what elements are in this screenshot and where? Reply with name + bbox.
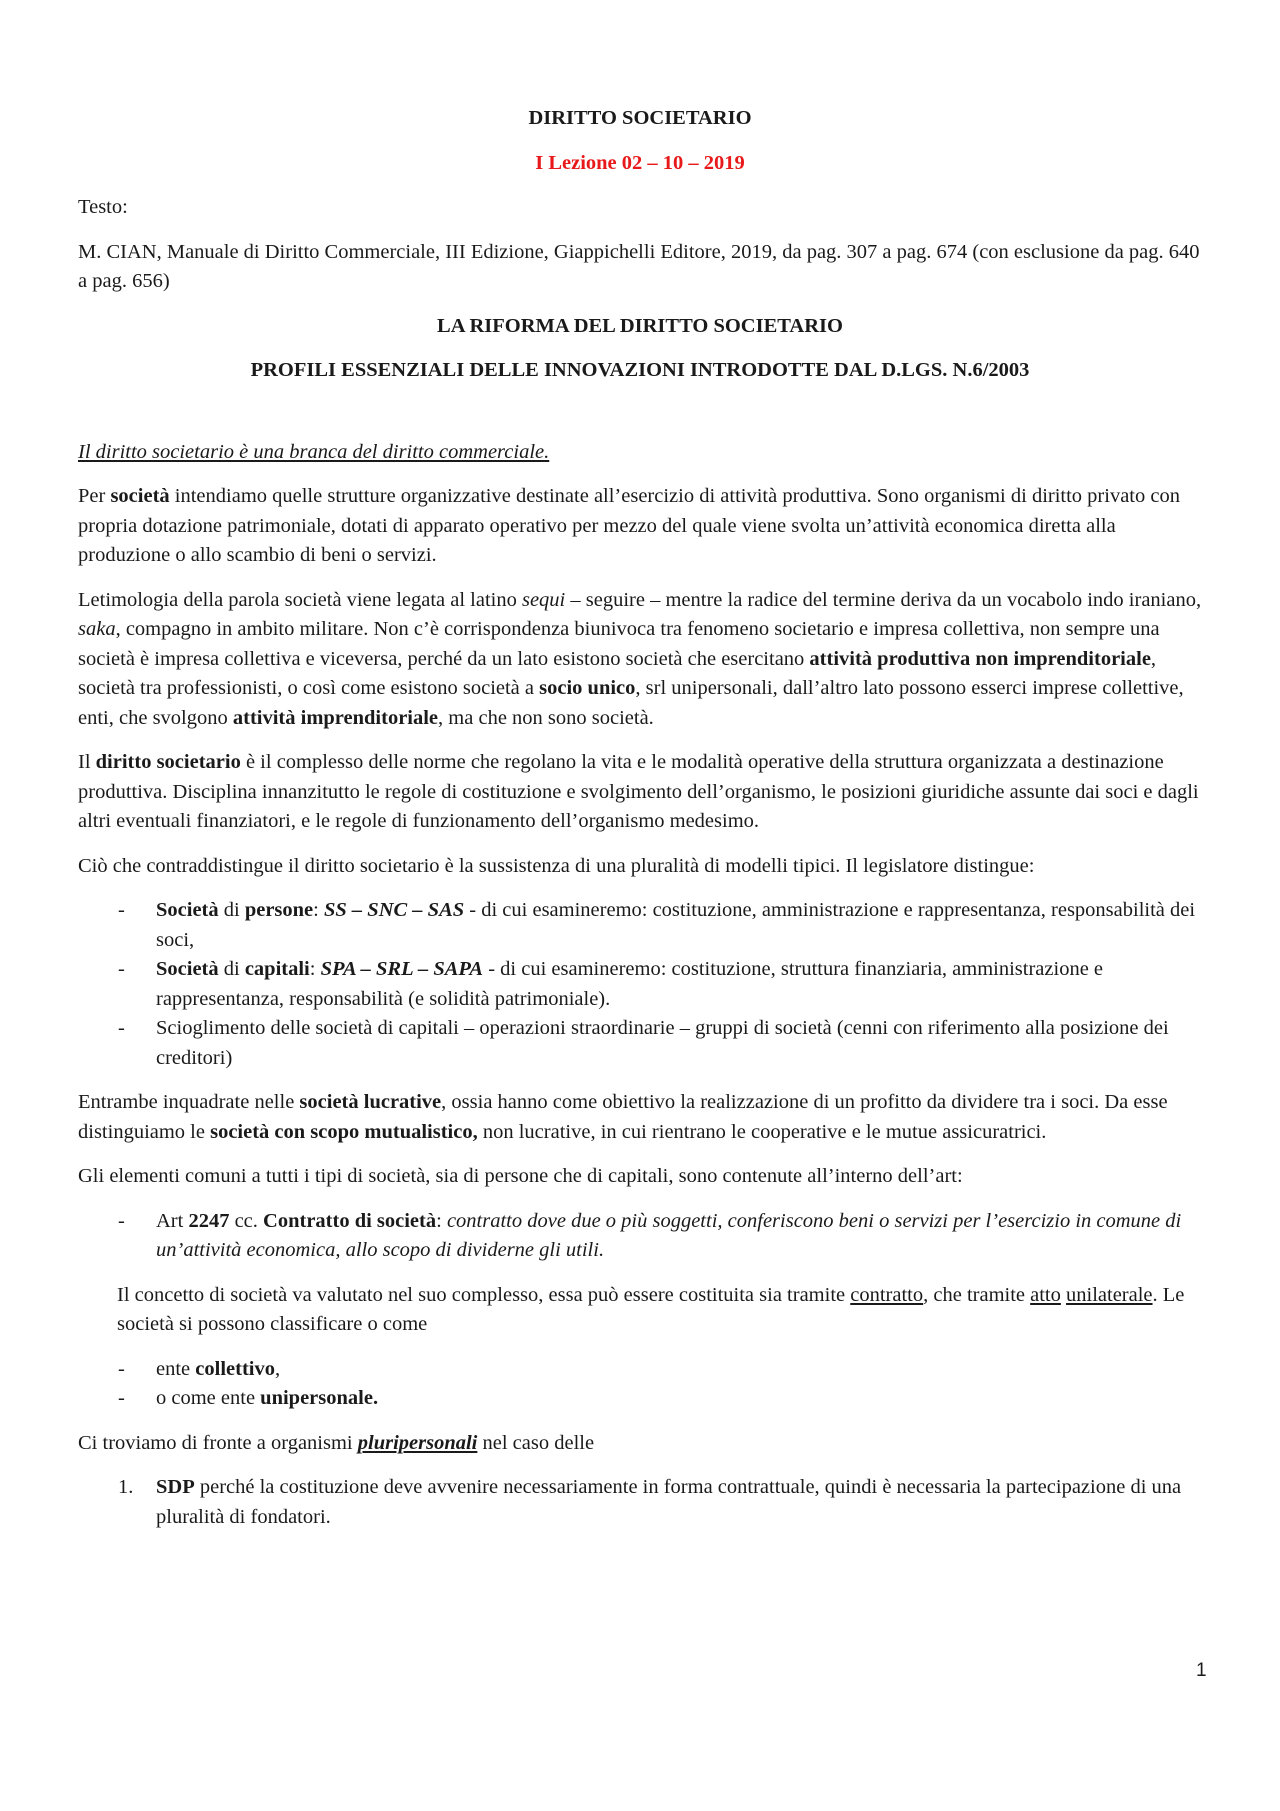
list-item: - Società di capitali: SPA – SRL – SAPA - di cui esamineremo: costituzione, struttura finanziaria, amministrazione e rappresentanza, responsabilità (e solidità patrimoniale). (78, 955, 1202, 1014)
list-item: - Società di persone: SS – SNC – SAS - di cui esamineremo: costituzione, amministrazione e rappresentanza, responsabilità dei soci, (78, 896, 1202, 955)
list-marker: - (118, 958, 125, 980)
paragraph-diritto-societario: Il diritto societario è il complesso delle norme che regolano la vita e le modalità operative della struttura organizzata a destinazione produttiva. Disciplina innanzitutto le regole di costituzione e svolgimento dell’organismo, le posizioni giuridiche assunte dai soci e dagli altri eventuali finanziatori, e le regole di funzionamento dell’organismo medesimo. (78, 751, 1199, 832)
list-item: - o come ente unipersonale. (78, 1384, 1202, 1414)
list-articolo (78, 1207, 1202, 1266)
list-marker: - (118, 1017, 125, 1039)
paragraph-etymology: Letimologia della parola società viene legata al latino sequi – seguire – mentre la radice del termine deriva da un vocabolo indo iraniano, saka, compagno in ambito militare. Non c’è corrispondenza biunivoca tra fenomeno societario e impresa collettiva, non sempre una società è impresa collettiva e viceversa, perché da un lato esistono società che esercitano attività produttiva non imprenditoriale, società tra professionisti, o così come esistono società a socio unico, srl unipersonali, dall’altro lato possono esserci imprese collettive, enti, che svolgono attività imprenditoriale, ma che non sono società. (78, 588, 1202, 729)
paragraph-elementi-comuni: Gli elementi comuni a tutti i tipi di società, sia di persone che di capitali, sono contenute all’interno dell’art: (78, 1165, 963, 1187)
testo-label: Testo: (78, 196, 128, 218)
list-item: - Art 2247 cc. Contratto di società: contratto dove due o più soggetti, conferiscono beni o servizi per l’esercizio in comune di un’attività economica, allo scopo di dividerne gli utili. (78, 1207, 1202, 1266)
lesson-date: I Lezione 02 – 10 – 2019 (535, 151, 745, 174)
list-marker: - (118, 1387, 125, 1409)
document-title: DIRITTO SOCIETARIO (528, 107, 752, 129)
list-marker: - (118, 899, 125, 921)
list-modelli (78, 896, 1202, 1073)
list-marker: 1. (118, 1476, 134, 1498)
list-item: - Scioglimento delle società di capitali – operazioni straordinarie – gruppi di società (cenni con riferimento alla posizione dei creditori) (78, 1014, 1202, 1073)
intro-line: Il diritto societario è una branca del diritto commerciale. (78, 440, 550, 463)
list-marker: - (118, 1209, 125, 1232)
list-item: - ente collettivo, (78, 1355, 1202, 1385)
paragraph-concetto: Il concetto di società va valutato nel suo complesso, essa può essere costituita sia tramite contratto, che tramite atto unilaterale. Le società si possono classificare o come (117, 1283, 1185, 1335)
list-marker: - (118, 1357, 125, 1380)
section-title: LA RIFORMA DEL DIRITTO SOCIETARIO (437, 314, 843, 337)
list-item: 1. SDP perché la costituzione deve avvenire necessariamente in forma contrattuale, quindi è necessaria la partecipazione di una pluralità di fondatori. (78, 1473, 1202, 1532)
spacer (78, 386, 1202, 438)
list-classificazione (78, 1355, 1202, 1414)
paragraph-lucrative: Entrambe inquadrate nelle società lucrative, ossia hanno come obiettivo la realizzazione di un profitto da dividere tra i soci. Da esse distinguiamo le società con scopo mutualistico, non lucrative, in cui rientrano le cooperative e le mutue assicuratrici. (78, 1091, 1168, 1143)
list-numbered (78, 1473, 1202, 1532)
testo-reference: M. CIAN, Manuale di Diritto Commerciale, III Edizione, Giappichelli Editore, 2019, da pag. 307 a pag. 674 (con esclusione da pag. 640 a pag. 656) (78, 240, 1200, 292)
paragraph-definition: Per società intendiamo quelle strutture organizzative destinate all’esercizio di attività produttiva. Sono organismi di diritto privato con propria dotazione patrimoniale, dotati di apparato operativo per mezzo del quale viene svolta un’attività economica diretta alla produzione o allo scambio di beni o servizi. (78, 485, 1180, 566)
paragraph-modelli: Ciò che contraddistingue il diritto societario è la sussistenza di una pluralità di modelli tipici. Il legislatore distingue: (78, 854, 1035, 877)
section-subtitle: PROFILI ESSENZIALI DELLE INNOVAZIONI INTRODOTTE DAL D.LGS. N.6/2003 (250, 359, 1030, 381)
document-content (78, 104, 1202, 1547)
paragraph-pluripersonali: Ci troviamo di fronte a organismi pluripersonali nel caso delle (78, 1431, 595, 1454)
page-number: 1 (1196, 1660, 1207, 1681)
